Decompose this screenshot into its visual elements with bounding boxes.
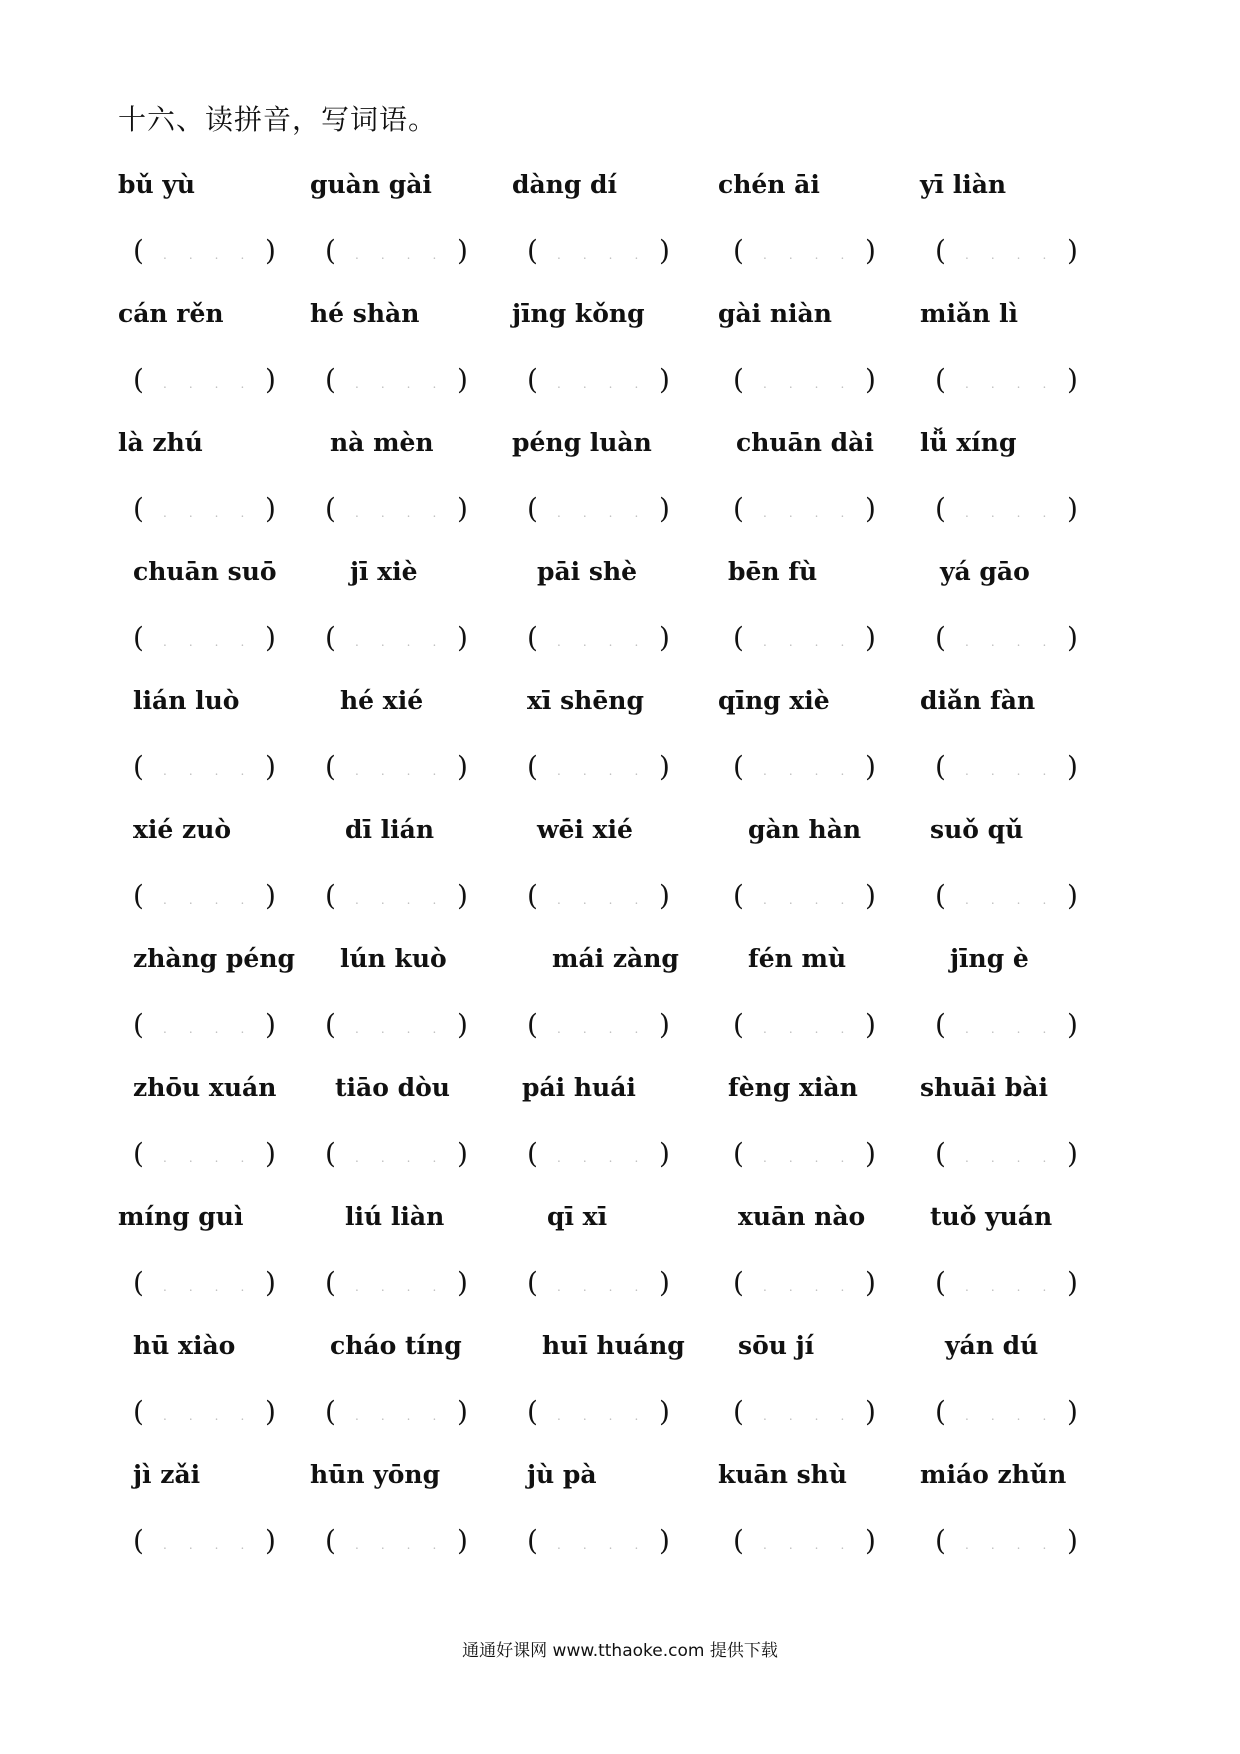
blank-dots: ....	[355, 1538, 459, 1552]
close-paren: )	[457, 1266, 468, 1299]
blank-dots: ....	[965, 1538, 1069, 1552]
open-paren: (	[733, 1137, 744, 1170]
close-paren: )	[457, 1395, 468, 1428]
pinyin-word: mái zàng	[552, 944, 679, 973]
blank-dots: ....	[355, 1022, 459, 1036]
open-paren: (	[935, 234, 946, 267]
open-paren: (	[733, 879, 744, 912]
close-paren: )	[457, 879, 468, 912]
blank-dots: ....	[557, 506, 661, 520]
close-paren: )	[659, 879, 670, 912]
open-paren: (	[733, 750, 744, 783]
blank-dots: ....	[163, 764, 267, 778]
open-paren: (	[133, 1266, 144, 1299]
blank-dots: ....	[355, 1151, 459, 1165]
blank-dots: ....	[965, 893, 1069, 907]
close-paren: )	[865, 1266, 876, 1299]
answer-row	[0, 1008, 1240, 1048]
close-paren: )	[865, 750, 876, 783]
pinyin-word: tuǒ yuán	[930, 1202, 1053, 1231]
open-paren: (	[133, 879, 144, 912]
blank-dots: ....	[763, 1022, 867, 1036]
blank-dots: ....	[355, 635, 459, 649]
close-paren: )	[457, 750, 468, 783]
close-paren: )	[659, 1266, 670, 1299]
pinyin-word: fén mù	[748, 944, 847, 973]
open-paren: (	[325, 492, 336, 525]
blank-dots: ....	[557, 1538, 661, 1552]
blank-dots: ....	[965, 1409, 1069, 1423]
blank-dots: ....	[557, 1022, 661, 1036]
open-paren: (	[133, 1008, 144, 1041]
open-paren: (	[527, 1137, 538, 1170]
pinyin-word: qī xī	[547, 1202, 608, 1231]
blank-dots: ....	[763, 893, 867, 907]
pinyin-word: dī lián	[345, 815, 435, 844]
pinyin-word: pái huái	[522, 1073, 636, 1102]
open-paren: (	[527, 621, 538, 654]
pinyin-word: miǎn lì	[920, 299, 1019, 328]
blank-dots: ....	[965, 248, 1069, 262]
open-paren: (	[133, 492, 144, 525]
close-paren: )	[1067, 234, 1078, 267]
open-paren: (	[133, 234, 144, 267]
open-paren: (	[935, 1008, 946, 1041]
close-paren: )	[659, 621, 670, 654]
open-paren: (	[733, 1395, 744, 1428]
open-paren: (	[935, 1395, 946, 1428]
open-paren: (	[733, 621, 744, 654]
open-paren: (	[527, 1008, 538, 1041]
blank-dots: ....	[763, 248, 867, 262]
pinyin-row	[0, 299, 1240, 339]
pinyin-row	[0, 170, 1240, 210]
pinyin-word: gài niàn	[718, 299, 832, 328]
blank-dots: ....	[355, 1409, 459, 1423]
pinyin-word: miáo zhǔn	[920, 1460, 1067, 1489]
close-paren: )	[457, 234, 468, 267]
pinyin-word: huī huáng	[542, 1331, 685, 1360]
close-paren: )	[865, 1395, 876, 1428]
blank-dots: ....	[355, 764, 459, 778]
blank-dots: ....	[163, 635, 267, 649]
close-paren: )	[1067, 1524, 1078, 1557]
answer-row	[0, 1395, 1240, 1435]
open-paren: (	[325, 1524, 336, 1557]
blank-dots: ....	[557, 1280, 661, 1294]
open-paren: (	[935, 621, 946, 654]
answer-row	[0, 363, 1240, 403]
pinyin-word: hé shàn	[310, 299, 420, 328]
close-paren: )	[265, 1395, 276, 1428]
open-paren: (	[325, 1137, 336, 1170]
open-paren: (	[325, 621, 336, 654]
open-paren: (	[133, 750, 144, 783]
close-paren: )	[659, 1008, 670, 1041]
close-paren: )	[265, 1137, 276, 1170]
close-paren: )	[865, 1008, 876, 1041]
open-paren: (	[733, 1266, 744, 1299]
close-paren: )	[457, 1137, 468, 1170]
close-paren: )	[1067, 879, 1078, 912]
pinyin-word: lǚ xíng	[920, 428, 1017, 457]
pinyin-word: nà mèn	[330, 428, 434, 457]
close-paren: )	[865, 879, 876, 912]
blank-dots: ....	[965, 506, 1069, 520]
open-paren: (	[527, 492, 538, 525]
open-paren: (	[935, 492, 946, 525]
pinyin-word: cháo tíng	[330, 1331, 462, 1360]
pinyin-word: hū xiào	[133, 1331, 236, 1360]
pinyin-word: sōu jí	[738, 1331, 815, 1360]
pinyin-word: míng guì	[118, 1202, 244, 1231]
pinyin-row	[0, 815, 1240, 855]
close-paren: )	[659, 234, 670, 267]
pinyin-word: gàn hàn	[748, 815, 862, 844]
pinyin-word: fèng xiàn	[728, 1073, 858, 1102]
close-paren: )	[865, 492, 876, 525]
answer-row	[0, 1266, 1240, 1306]
open-paren: (	[325, 363, 336, 396]
close-paren: )	[265, 1266, 276, 1299]
pinyin-word: cán rěn	[118, 299, 224, 328]
close-paren: )	[265, 1524, 276, 1557]
open-paren: (	[935, 1524, 946, 1557]
answer-row	[0, 879, 1240, 919]
pinyin-word: jī xiè	[350, 557, 418, 586]
pinyin-row	[0, 1073, 1240, 1113]
pinyin-word: hūn yōng	[310, 1460, 441, 1489]
close-paren: )	[659, 750, 670, 783]
close-paren: )	[1067, 1266, 1078, 1299]
open-paren: (	[733, 492, 744, 525]
open-paren: (	[935, 1137, 946, 1170]
blank-dots: ....	[763, 506, 867, 520]
close-paren: )	[659, 1524, 670, 1557]
close-paren: )	[265, 879, 276, 912]
close-paren: )	[1067, 621, 1078, 654]
open-paren: (	[325, 1008, 336, 1041]
blank-dots: ....	[355, 248, 459, 262]
open-paren: (	[527, 1524, 538, 1557]
blank-dots: ....	[163, 1409, 267, 1423]
pinyin-word: yá gāo	[940, 557, 1030, 586]
open-paren: (	[527, 363, 538, 396]
blank-dots: ....	[163, 1538, 267, 1552]
pinyin-word: xié zuò	[133, 815, 232, 844]
blank-dots: ....	[163, 1022, 267, 1036]
pinyin-word: kuān shù	[718, 1460, 848, 1489]
pinyin-word: jīng kǒng	[512, 299, 645, 328]
pinyin-row	[0, 428, 1240, 468]
open-paren: (	[935, 363, 946, 396]
pinyin-word: dàng dí	[512, 170, 618, 199]
close-paren: )	[265, 621, 276, 654]
blank-dots: ....	[763, 377, 867, 391]
answer-row	[0, 1524, 1240, 1564]
blank-dots: ....	[965, 764, 1069, 778]
blank-dots: ....	[557, 635, 661, 649]
open-paren: (	[733, 1524, 744, 1557]
blank-dots: ....	[763, 635, 867, 649]
open-paren: (	[527, 879, 538, 912]
blank-dots: ....	[355, 893, 459, 907]
footer-credit: 通通好课网 www.tthaoke.com 提供下载	[462, 1641, 778, 1661]
open-paren: (	[325, 1266, 336, 1299]
open-paren: (	[325, 750, 336, 783]
close-paren: )	[457, 621, 468, 654]
pinyin-word: lián luò	[133, 686, 240, 715]
blank-dots: ....	[763, 1280, 867, 1294]
pinyin-word: liú liàn	[345, 1202, 445, 1231]
pinyin-row	[0, 1202, 1240, 1242]
pinyin-word: yán dú	[945, 1331, 1039, 1360]
close-paren: )	[865, 1137, 876, 1170]
close-paren: )	[265, 492, 276, 525]
pinyin-word: péng luàn	[512, 428, 652, 457]
pinyin-word: bǔ yù	[118, 170, 196, 199]
pinyin-row	[0, 557, 1240, 597]
close-paren: )	[1067, 363, 1078, 396]
open-paren: (	[325, 879, 336, 912]
blank-dots: ....	[163, 506, 267, 520]
close-paren: )	[659, 363, 670, 396]
pinyin-word: lún kuò	[340, 944, 447, 973]
blank-dots: ....	[557, 764, 661, 778]
pinyin-word: xuān nào	[738, 1202, 866, 1231]
open-paren: (	[527, 750, 538, 783]
pinyin-word: tiāo dòu	[335, 1073, 450, 1102]
pinyin-word: pāi shè	[537, 557, 638, 586]
open-paren: (	[935, 750, 946, 783]
pinyin-word: guàn gài	[310, 170, 432, 199]
close-paren: )	[865, 621, 876, 654]
pinyin-word: jù pà	[527, 1460, 597, 1489]
close-paren: )	[659, 492, 670, 525]
close-paren: )	[457, 1524, 468, 1557]
close-paren: )	[265, 234, 276, 267]
open-paren: (	[935, 879, 946, 912]
blank-dots: ....	[557, 893, 661, 907]
blank-dots: ....	[355, 377, 459, 391]
blank-dots: ....	[557, 248, 661, 262]
pinyin-word: bēn fù	[728, 557, 818, 586]
open-paren: (	[527, 234, 538, 267]
open-paren: (	[733, 363, 744, 396]
pinyin-word: yī liàn	[920, 170, 1007, 199]
pinyin-word: là zhú	[118, 428, 203, 457]
pinyin-word: qīng xiè	[718, 686, 830, 715]
answer-row	[0, 750, 1240, 790]
open-paren: (	[133, 1524, 144, 1557]
pinyin-word: chuān suō	[133, 557, 277, 586]
pinyin-word: zhōu xuán	[133, 1073, 277, 1102]
blank-dots: ....	[355, 1280, 459, 1294]
blank-dots: ....	[163, 893, 267, 907]
close-paren: )	[457, 492, 468, 525]
close-paren: )	[865, 234, 876, 267]
answer-row	[0, 621, 1240, 661]
close-paren: )	[659, 1137, 670, 1170]
pinyin-row	[0, 1331, 1240, 1371]
pinyin-word: zhàng péng	[133, 944, 295, 973]
pinyin-word: suǒ qǔ	[930, 815, 1024, 844]
page-title: 十六、读拼音，写词语。	[118, 103, 438, 136]
close-paren: )	[265, 1008, 276, 1041]
open-paren: (	[733, 234, 744, 267]
pinyin-row	[0, 944, 1240, 984]
open-paren: (	[527, 1266, 538, 1299]
pinyin-row	[0, 686, 1240, 726]
blank-dots: ....	[163, 1280, 267, 1294]
pinyin-word: diǎn fàn	[920, 686, 1036, 715]
blank-dots: ....	[557, 1409, 661, 1423]
answer-row	[0, 234, 1240, 274]
blank-dots: ....	[163, 377, 267, 391]
close-paren: )	[265, 750, 276, 783]
open-paren: (	[133, 1137, 144, 1170]
blank-dots: ....	[355, 506, 459, 520]
open-paren: (	[733, 1008, 744, 1041]
close-paren: )	[1067, 1137, 1078, 1170]
open-paren: (	[527, 1395, 538, 1428]
pinyin-row	[0, 1460, 1240, 1500]
blank-dots: ....	[163, 1151, 267, 1165]
open-paren: (	[325, 1395, 336, 1428]
close-paren: )	[457, 363, 468, 396]
close-paren: )	[1067, 492, 1078, 525]
blank-dots: ....	[965, 635, 1069, 649]
close-paren: )	[1067, 750, 1078, 783]
blank-dots: ....	[965, 1280, 1069, 1294]
close-paren: )	[659, 1395, 670, 1428]
blank-dots: ....	[163, 248, 267, 262]
blank-dots: ....	[763, 1409, 867, 1423]
answer-row	[0, 492, 1240, 532]
pinyin-word: shuāi bài	[920, 1073, 1049, 1102]
pinyin-word: jì zǎi	[133, 1460, 201, 1489]
open-paren: (	[133, 621, 144, 654]
blank-dots: ....	[763, 764, 867, 778]
answer-row	[0, 1137, 1240, 1177]
open-paren: (	[133, 1395, 144, 1428]
close-paren: )	[457, 1008, 468, 1041]
blank-dots: ....	[763, 1151, 867, 1165]
blank-dots: ....	[965, 377, 1069, 391]
close-paren: )	[865, 363, 876, 396]
open-paren: (	[133, 363, 144, 396]
blank-dots: ....	[965, 1022, 1069, 1036]
open-paren: (	[935, 1266, 946, 1299]
pinyin-word: chuān dài	[736, 428, 874, 457]
pinyin-word: hé xié	[340, 686, 424, 715]
pinyin-word: xī shēng	[527, 686, 644, 715]
blank-dots: ....	[557, 377, 661, 391]
close-paren: )	[1067, 1395, 1078, 1428]
close-paren: )	[265, 363, 276, 396]
pinyin-word: chén āi	[718, 170, 820, 199]
blank-dots: ....	[965, 1151, 1069, 1165]
pinyin-word: wēi xié	[537, 815, 633, 844]
close-paren: )	[1067, 1008, 1078, 1041]
pinyin-word: jīng è	[950, 944, 1029, 973]
close-paren: )	[865, 1524, 876, 1557]
open-paren: (	[325, 234, 336, 267]
blank-dots: ....	[763, 1538, 867, 1552]
blank-dots: ....	[557, 1151, 661, 1165]
